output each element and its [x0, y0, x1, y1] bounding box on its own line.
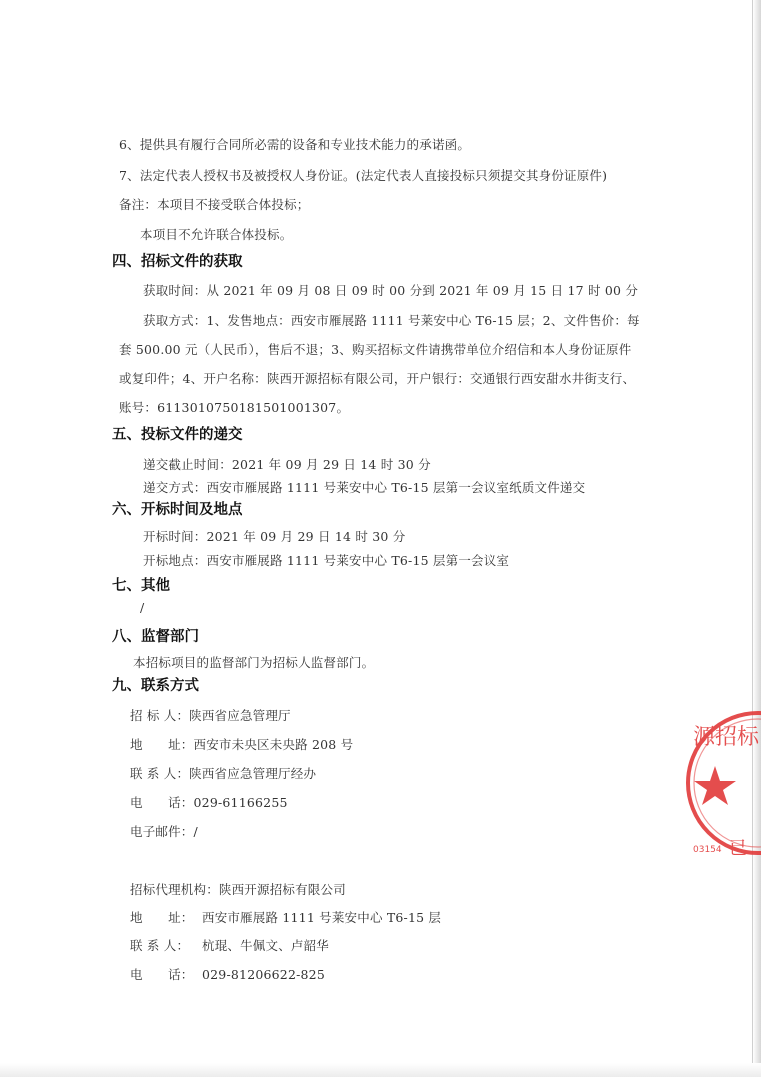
agency-phone-row — [130, 967, 325, 983]
agency-phone-label: 电 话： — [130, 967, 194, 982]
remark-consortium: 备注：本项目不接受联合体投标； — [119, 197, 310, 212]
tenderer-contact-value: 陕西省应急管理厅经办 — [189, 766, 317, 781]
tenderer-contact-row — [130, 766, 316, 782]
s4-acquisition-method-2: 套 500.00 元（人民币），售后不退；3、购买招标文件请携带单位介绍信和本人身份证原件 — [119, 342, 632, 357]
page-edge-shadow — [753, 0, 761, 1077]
s6-opening-time: 开标时间：2021 年 09 月 29 日 14 时 30 分 — [143, 529, 406, 544]
agency-address-value: 西安市雁展路 1111 号莱安中心 T6-15 层 — [202, 910, 442, 925]
s4-acquisition-method-3: 或复印件；4、开户名称：陕西开源招标有限公司，开户银行：交通银行西安甜水井街支行、 — [119, 371, 636, 386]
tenderer-email-row — [130, 824, 198, 840]
seal-text-side: 已 — [729, 838, 747, 858]
section-9-heading: 九、联系方式 — [112, 678, 199, 694]
page-bottom-shade — [0, 1063, 761, 1077]
tenderer-name-row — [130, 708, 291, 724]
tenderer-contact-label: 联 系 人： — [130, 766, 190, 781]
section-7-heading: 七、其他 — [112, 578, 170, 594]
s6-opening-place: 开标地点：西安市雁展路 1111 号莱安中心 T6-15 层第一会议室 — [143, 553, 510, 568]
tenderer-name-label: 招 标 人： — [130, 708, 190, 723]
agency-contact-label: 联 系 人： — [130, 938, 190, 953]
tenderer-name-value: 陕西省应急管理厅 — [189, 708, 291, 723]
section-6-heading: 六、开标时间及地点 — [112, 502, 243, 518]
tenderer-address-label: 地 址： — [130, 737, 194, 752]
agency-phone-value: 029-81206622-825 — [202, 967, 325, 982]
seal-text-bottom: 03154 — [693, 845, 722, 855]
agency-address-label: 地 址： — [130, 910, 194, 925]
s8-supervision: 本招标项目的监督部门为招标人监督部门。 — [133, 655, 375, 670]
s5-method: 递交方式：西安市雁展路 1111 号莱安中心 T6-15 层第一会议室纸质文件递交 — [143, 480, 586, 495]
tenderer-email-value: / — [193, 824, 198, 839]
s5-deadline: 递交截止时间：2021 年 09 月 29 日 14 时 30 分 — [143, 457, 431, 472]
tenderer-phone-label: 电 话： — [130, 795, 194, 810]
remark-consortium-2: 本项目不允许联合体投标。 — [140, 227, 293, 242]
tenderer-phone-row — [130, 795, 288, 811]
s4-acquisition-method-1: 获取方式：1、发售地点：西安市雁展路 1111 号莱安中心 T6-15 层；2、文件售价：每 — [143, 313, 640, 328]
agency-name-row — [130, 882, 346, 898]
section-4-heading: 四、招标文件的获取 — [112, 254, 243, 270]
section-5-heading: 五、投标文件的递交 — [112, 427, 243, 443]
agency-contact-value: 杭琨、牛佩文、卢韶华 — [202, 938, 330, 953]
tenderer-address-row — [130, 737, 353, 753]
requirement-7: 7、法定代表人授权书及被授权人身份证。(法定代表人直接投标只须提交其身份证原件) — [119, 168, 608, 183]
s4-account-number: 账号：611301075018150100​1307。 — [119, 400, 350, 415]
tenderer-email-label: 电子邮件： — [130, 824, 194, 839]
agency-name-value: 陕西开源招标有限公司 — [218, 882, 346, 897]
official-seal-stamp — [683, 708, 761, 858]
requirement-6: 6、提供具有履行合同所必需的设备和专业技术能力的承诺函。 — [119, 137, 471, 152]
agency-contact-row — [130, 938, 329, 954]
s7-other-content: / — [140, 600, 145, 615]
tenderer-phone-value: 029-61166255 — [193, 795, 288, 810]
seal-text-top: 源招标 — [693, 725, 760, 750]
seal-star-icon — [694, 766, 736, 805]
s4-acquisition-time: 获取时间：从 2021 年 09 月 08 日 09 时 00 分到 2021 年 09 月 15 日 17 时 00 分 — [143, 283, 639, 298]
agency-name-label: 招标代理机构： — [130, 882, 219, 897]
tenderer-address-value: 西安市未央区未央路 208 号 — [193, 737, 354, 752]
agency-address-row — [130, 910, 441, 926]
section-8-heading: 八、监督部门 — [112, 629, 199, 645]
